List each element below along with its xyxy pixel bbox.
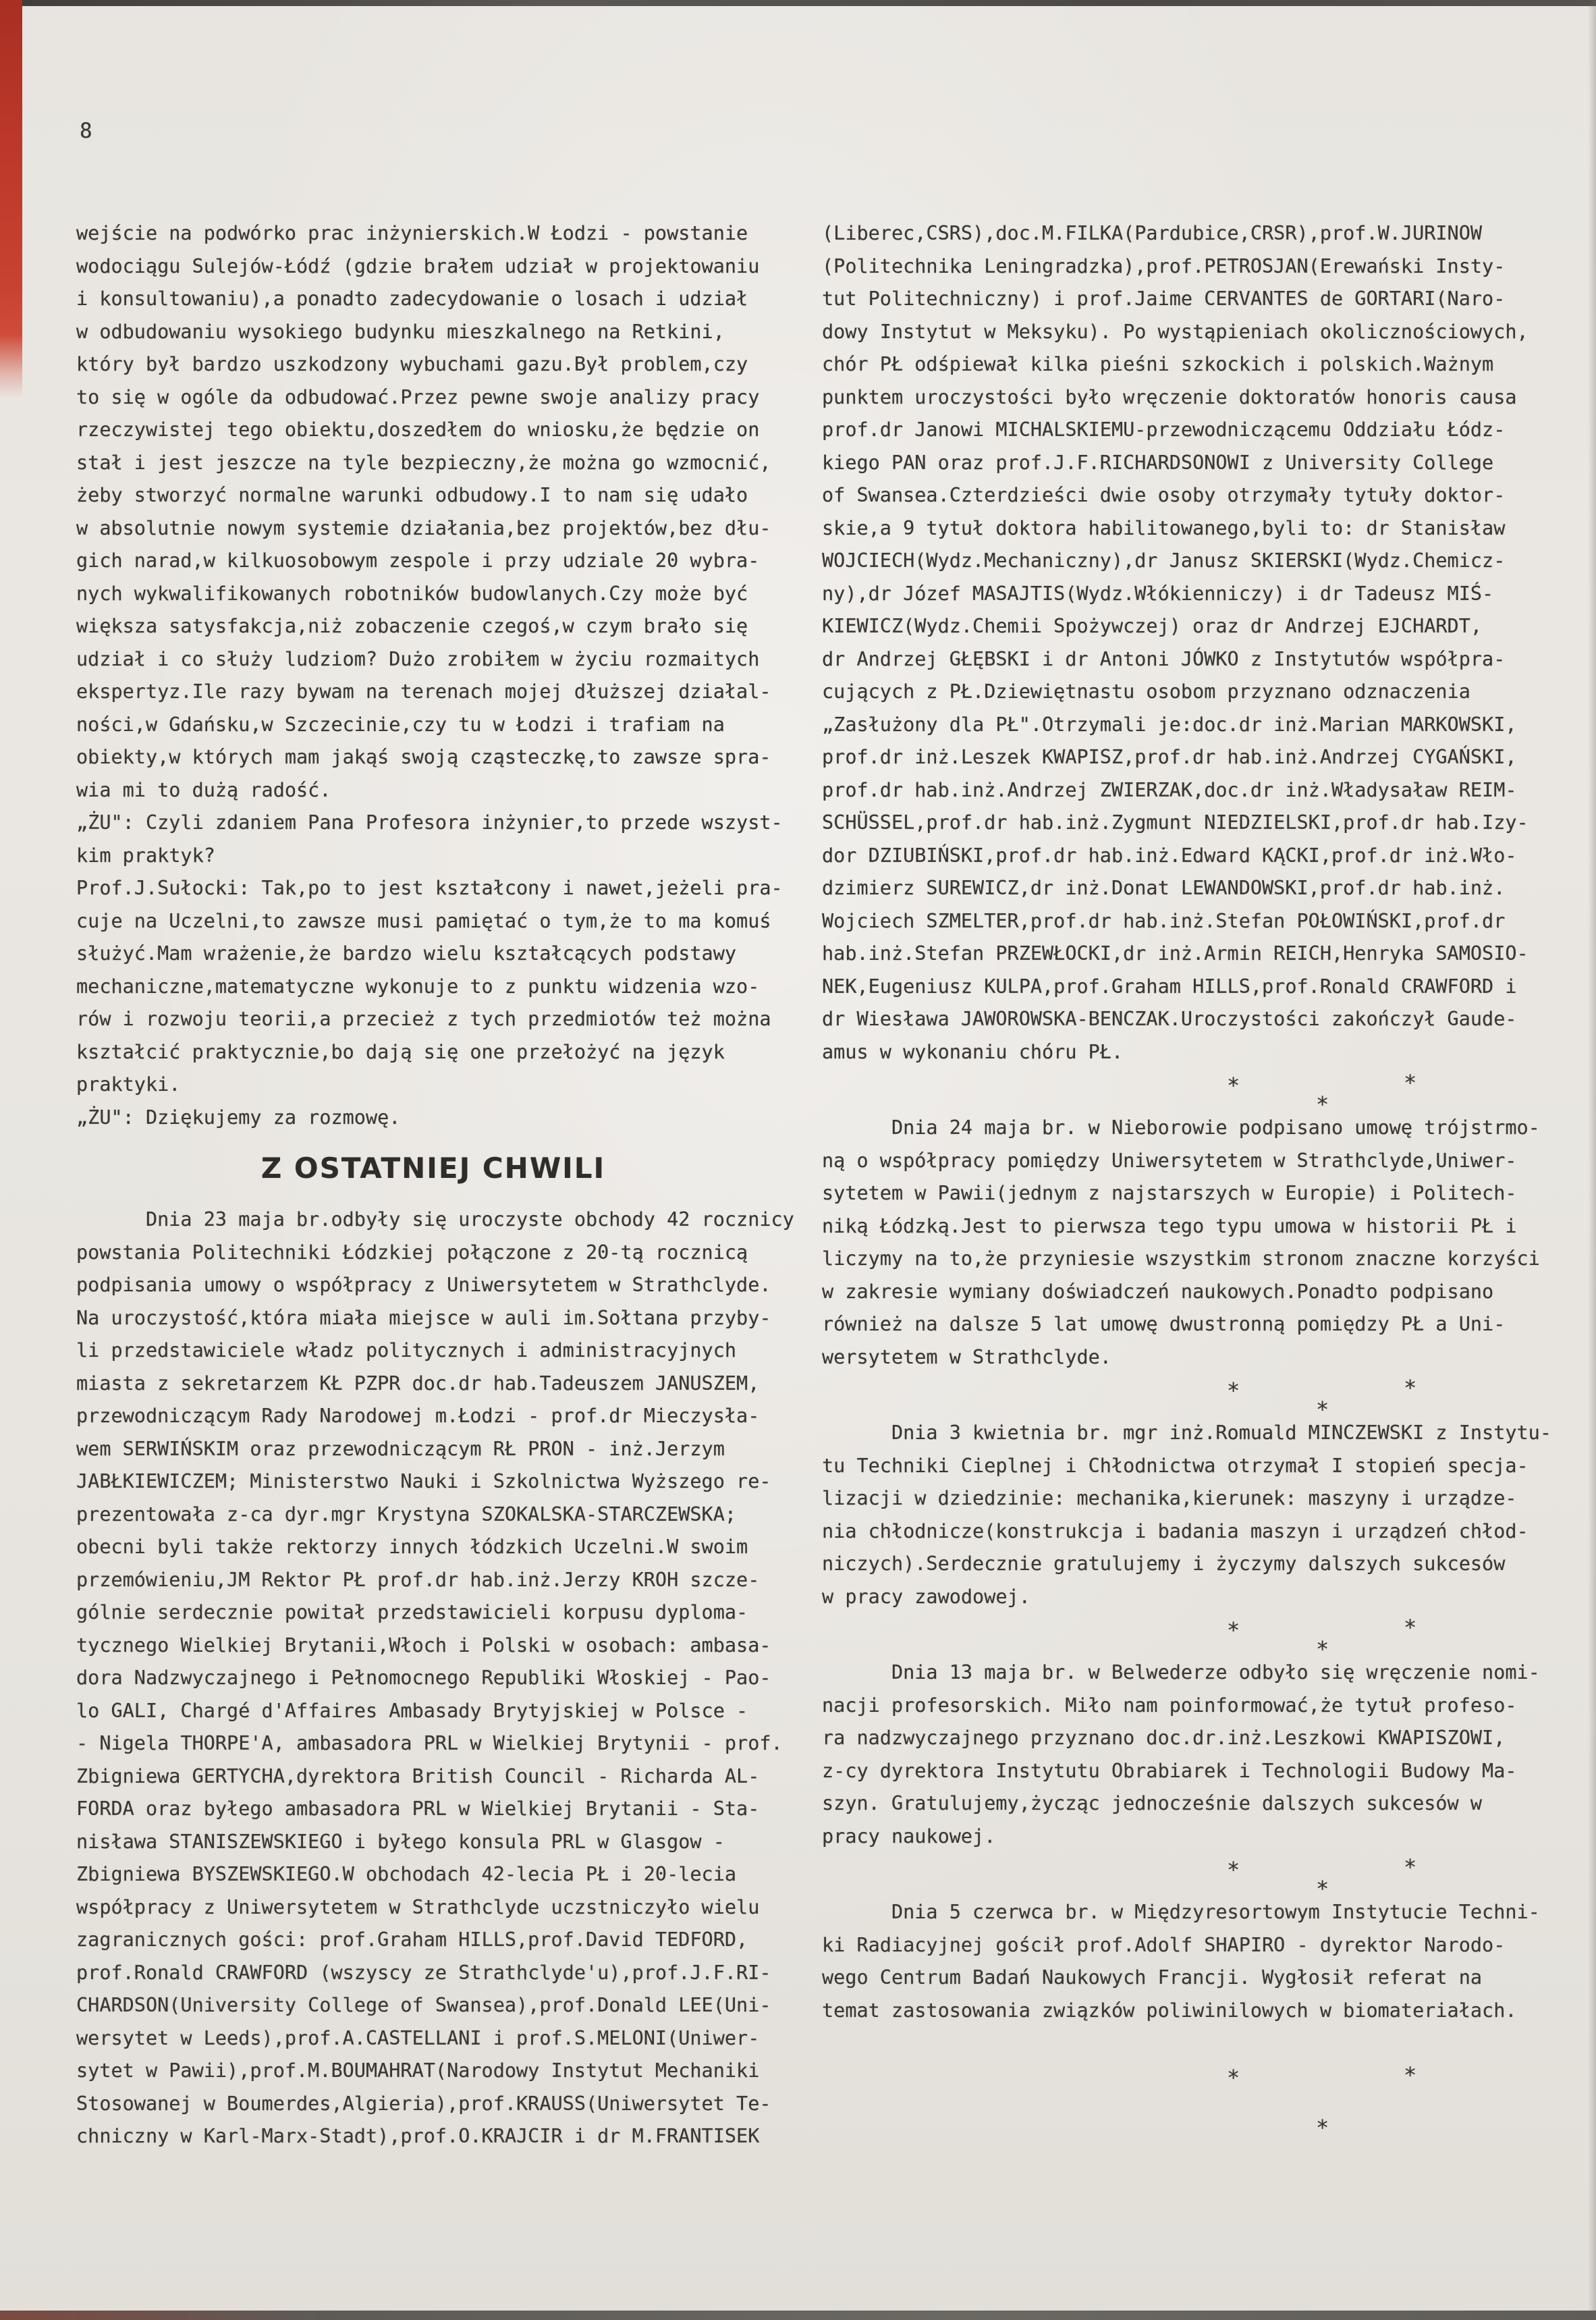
text-line: sytet w Pawii),prof.M.BOUMAHRAT(Narodowy Instytut Mechaniki xyxy=(76,2059,760,2082)
text-line: ki Radiacyjnej gościł prof.Adolf SHAPIRO - dyrektor Narodo- xyxy=(822,1933,1506,1956)
scan-red-strip xyxy=(0,0,22,398)
text-line: Dnia 5 czerwca br. w Międzyresortowym Instytucie Techni- xyxy=(822,1901,1540,1923)
text-line: hab.inż.Stefan PRZEWŁOCKI,dr inż.Armin REICH,Henryka SAMOSIO- xyxy=(822,942,1529,965)
text-line: Stosowanej w Boumerdes,Algieria),prof.KRAUSS(Uniwersytet Te- xyxy=(76,2092,771,2115)
text-line: dowy Instytut w Meksyku). Po wystąpieniach okolicznościowych, xyxy=(822,320,1529,343)
text-line: ekspertyz.Ile razy bywam na terenach mojej dłuższej działal- xyxy=(76,680,771,703)
text-line: obiekty,w których mam jakąś swoją cząsteczkę,to zawsze spra- xyxy=(76,746,771,768)
asterisk-icon: * xyxy=(1227,1857,1240,1883)
text-line: praktyki. xyxy=(76,1073,181,1096)
text-line: rzeczywistej tego obiektu,doszedłem do wniosku,że będzie on xyxy=(76,419,760,441)
text-line: „Zasłużony dla PŁ".Otrzymali je:doc.dr inż.Marian MARKOWSKI, xyxy=(822,713,1517,736)
text-line: podpisania umowy o współpracy z Uniwersytetem w Strathclyde. xyxy=(76,1274,771,1296)
scan-bottom-edge xyxy=(0,2311,1596,2320)
text-line: w zakresie wymiany doświadczeń naukowych.Ponadto podpisano xyxy=(822,1280,1494,1303)
text-line: niczych).Serdecznie gratulujemy i życzymy dalszych sukcesów xyxy=(822,1553,1506,1575)
text-line: pracy naukowej. xyxy=(822,1825,996,1847)
scan-top-edge xyxy=(0,0,1596,6)
text-line: dora Nadzwyczajnego i Pełnomocnego Republiki Włoskiej - Pao- xyxy=(76,1667,771,1689)
text-line: dr Wiesława JAWOROWSKA-BENCZAK.Uroczystości zakończył Gaude- xyxy=(822,1008,1517,1030)
asterisk-icon: * xyxy=(1404,1375,1417,1401)
text-line: cuje na Uczelni,to zawsze musi pamiętać o tym,że to ma komuś xyxy=(76,909,771,932)
text-line: chór PŁ odśpiewał kilka pieśni szkockich i polskich.Ważnym xyxy=(822,353,1494,375)
text-line: dzimierz SUREWICZ,dr inż.Donat LEWANDOWSKI,prof.dr hab.inż. xyxy=(822,877,1506,899)
asterisk-icon: * xyxy=(1404,1854,1417,1880)
text-line: kiego PAN oraz prof.J.F.RICHARDSONOWI z University College xyxy=(822,451,1494,474)
text-line: stał i jest jeszcze na tyle bezpieczny,że można go wzmocnić, xyxy=(76,451,771,474)
text-line: gich narad,w kilkuosobowym zespole i przy udziale 20 wybra- xyxy=(76,549,760,572)
asterisk-icon: * xyxy=(1227,2065,1240,2090)
text-line: wersytetem w Strathclyde. xyxy=(822,1345,1111,1368)
text-line: of Swansea.Czterdzieści dwie osoby otrzymały tytuły doktor- xyxy=(822,484,1506,506)
text-line: w pracy zawodowej. xyxy=(822,1585,1030,1608)
news-block-5 xyxy=(822,1896,1591,2027)
text-line: wersytet w Leeds),prof.A.CASTELLANI i prof.S.MELONI(Uniwer- xyxy=(76,2026,760,2049)
asterisk-separator xyxy=(822,1375,1591,1422)
text-line: Dnia 13 maja br. w Belwederze odbyło się wręczenie nomi- xyxy=(822,1661,1540,1683)
text-line: mechaniczne,matematyczne wykonuje to z punktu widzenia wzo- xyxy=(76,975,760,998)
text-line: - Nigela THORPE'A, ambasadora PRL w Wielkiej Brytynii - prof. xyxy=(76,1732,783,1754)
text-line: li przedstawiciele władz politycznych i administracyjnych xyxy=(76,1339,737,1361)
text-line: wego Centrum Badań Naukowych Francji. Wygłosił referat na xyxy=(822,1966,1483,1989)
text-line: tu Techniki Cieplnej i Chłodnictwa otrzymał I stopień specja- xyxy=(822,1454,1529,1477)
text-line: ną o współpracy pomiędzy Uniwersytetem w Strathclyde,Uniwer- xyxy=(822,1149,1517,1172)
text-line: nych wykwalifikowanych robotników budowlanych.Czy może być xyxy=(76,582,748,605)
page-number: 8 xyxy=(80,119,92,143)
text-line: kim praktyk? xyxy=(76,844,215,867)
asterisk-icon: * xyxy=(1227,1073,1240,1098)
text-line: liczymy na to,że przyniesie wszystkim stronom znaczne korzyści xyxy=(822,1247,1540,1270)
asterisk-icon: * xyxy=(1316,1876,1329,1901)
text-line: „ŻU": Dziękujemy za rozmowę. xyxy=(76,1106,401,1129)
text-line: prezentowała z-ca dyr.mgr Krystyna SZOKALSKA-STARCZEWSKA; xyxy=(76,1503,737,1526)
text-line: wejście na podwórko prac inżynierskich.W Łodzi - powstanie xyxy=(76,222,748,244)
text-line: JABŁKIEWICZEM; Ministerstwo Nauki i Szkolnictwa Wyższego re- xyxy=(76,1470,771,1492)
text-line: przemówieniu,JM Rektor PŁ prof.dr hab.inż.Jerzy KROH szcze- xyxy=(76,1568,760,1591)
text-line: punktem uroczystości było wręczenie doktoratów honoris causa xyxy=(822,385,1517,408)
text-line: współpracy z Uniwersytetem w Strathclyde uczstniczyło wielu xyxy=(76,1895,760,1918)
text-line: szyn. Gratulujemy,życząc jednocześnie dalszych sukcesów w xyxy=(822,1792,1483,1814)
text-line: Dnia 24 maja br. w Nieborowie podpisano umowę trójstrmo- xyxy=(822,1116,1540,1139)
left-column xyxy=(76,217,794,2153)
asterisk-icon: * xyxy=(1404,2062,1417,2088)
text-line: Na uroczystość,która miała miejsce w auli im.Sołtana przyby- xyxy=(76,1306,771,1329)
text-line: przewodniczącym Rady Narodowej m.Łodzi - prof.dr Mieczysła- xyxy=(76,1405,760,1427)
text-line: Prof.J.Sułocki: Tak,po to jest kształcony i nawet,jeżeli pra- xyxy=(76,877,783,899)
text-line: (Liberec,CSRS),doc.M.FILKA(Pardubice,CRSR),prof.W.JURINOW xyxy=(822,222,1483,244)
text-line: prof.Ronald CRAWFORD (wszyscy ze Strathclyde'u),prof.J.F.RI- xyxy=(76,1961,771,1984)
text-line: obecni byli także rektorzy innych łódzkich Uczelni.W swoim xyxy=(76,1536,748,1558)
text-line: dr Andrzej GŁĘBSKI i dr Antoni JÓWKO z Instytutów współpra- xyxy=(822,647,1506,670)
text-line: temat zastosowania związków poliwinilowych w biomateriałach. xyxy=(822,1999,1517,2022)
text-line: niką Łódzką.Jest to pierwsza tego typu umowa w historii PŁ i xyxy=(822,1214,1517,1237)
text-line: z-cy dyrektora Instytutu Obrabiarek i Technologii Budowy Ma- xyxy=(822,1759,1517,1782)
text-line: ra nadzwyczajnego przyznano doc.dr.inż.Leszkowi KWAPISZOWI, xyxy=(822,1727,1506,1749)
text-line: NEK,Eugeniusz KULPA,prof.Graham HILLS,prof.Ronald CRAWFORD i xyxy=(822,975,1517,998)
asterisk-separator xyxy=(822,1615,1591,1662)
text-line: SCHÜSSEL,prof.dr hab.inż.Zygmunt NIEDZIELSKI,prof.dr hab.Izy- xyxy=(822,811,1529,834)
text-line: Dnia 23 maja br.odbyły się uroczyste obchody 42 rocznicy xyxy=(76,1208,794,1231)
asterisk-separator xyxy=(822,1854,1591,1901)
text-line: WOJCIECH(Wydz.Mechaniczny),dr Janusz SKIERSKI(Wydz.Chemicz- xyxy=(822,549,1506,572)
text-line: większa satysfakcja,niż zobaczenie czegoś,w czym brało się xyxy=(76,615,748,637)
text-line: i konsultowaniu),a ponadto zadecydowanie o losach i udział xyxy=(76,288,748,310)
news-block-4 xyxy=(822,1656,1591,1853)
text-line: tycznego Wielkiej Brytanii,Włoch i Polski w osobach: ambasa- xyxy=(76,1634,771,1656)
asterisk-icon: * xyxy=(1404,1070,1417,1096)
text-line: prof.dr hab.inż.Andrzej ZWIERZAK,doc.dr inż.Władysaław REIM- xyxy=(822,778,1517,801)
text-line: CHARDSON(University College of Swansea),prof.Donald LEE(Uni- xyxy=(76,1994,771,2016)
text-line: amus w wykonaniu chóru PŁ. xyxy=(822,1040,1124,1063)
asterisk-separator xyxy=(822,1070,1591,1117)
text-line: chniczny w Karl-Marx-Stadt),prof.O.KRAJCIR i dr M.FRANTISEK xyxy=(76,2125,760,2147)
asterisk-icon: * xyxy=(1316,1636,1329,1662)
interview-text-block xyxy=(76,217,790,1134)
text-line: sytetem w Pawii(jednym z najstarszych w Europie) i Politech- xyxy=(822,1182,1517,1204)
text-line: ności,w Gdańsku,w Szczecinie,czy tu w Łodzi i trafiam na xyxy=(76,713,725,736)
text-line: kształcić praktycznie,bo dają się one przełożyć na język xyxy=(76,1040,725,1063)
asterisk-icon: * xyxy=(1316,1397,1329,1422)
asterisk-icon: * xyxy=(1316,2115,1329,2140)
text-line: lizacji w dziedzinie: mechanika,kierunek: maszyny i urządze- xyxy=(822,1487,1517,1509)
text-line: (Politechnika Leningradzka),prof.PETROSJAN(Erewański Insty- xyxy=(822,254,1506,277)
news-text-block xyxy=(76,1204,794,2153)
text-line: powstania Politechniki Łódzkiej połączone z 20-tą rocznicą xyxy=(76,1241,748,1264)
text-line: zagranicznych gości: prof.Graham HILLS,prof.David TEDFORD, xyxy=(76,1928,748,1951)
asterisk-separator xyxy=(822,2062,1591,2153)
news-block-3 xyxy=(822,1417,1591,1613)
text-line: prof.dr Janowi MICHALSKIEMU-przewodniczącemu Oddziału Łódz- xyxy=(822,419,1506,441)
text-line: wia mi to dużą radość. xyxy=(76,778,331,801)
text-line: wem SERWIŃSKIM oraz przewodniczącym RŁ PRON - inż.Jerzym xyxy=(76,1437,725,1460)
text-line: cujących z PŁ.Dziewiętnastu osobom przyznano odznaczenia xyxy=(822,680,1470,703)
text-line: w odbudowaniu wysokiego budynku mieszkalnego na Retkini, xyxy=(76,320,725,343)
text-line: ny),dr Józef MASAJTIS(Wydz.Włókienniczy) i dr Tadeusz MIŚ- xyxy=(822,582,1494,605)
text-line: Dnia 3 kwietnia br. mgr inż.Romuald MINCZEWSKI z Instytu- xyxy=(822,1422,1551,1444)
text-line: wodociągu Sulejów-Łódź (gdzie brałem udział w projektowaniu xyxy=(76,254,760,277)
text-line: dor DZIUBIŃSKI,prof.dr hab.inż.Edward KĄCKI,prof.dr inż.Wło- xyxy=(822,844,1517,867)
text-line: udział i co służy ludziom? Dużo zrobiłem w życiu rozmaitych xyxy=(76,647,760,670)
text-line: Wojciech SZMELTER,prof.dr hab.inż.Stefan POŁOWIŃSKI,prof.dr xyxy=(822,909,1506,932)
text-line: służyć.Mam wrażenie,że bardzo wielu kształcących podstawy xyxy=(76,942,737,965)
text-line: nia chłodnicze(konstrukcja i badania maszyn i urządzeń chłod- xyxy=(822,1519,1529,1542)
text-line: to się w ogóle da odbudować.Przez pewne swoje analizy pracy xyxy=(76,385,760,408)
text-line: Zbigniewa GERTYCHA,dyrektora British Council - Richarda AL- xyxy=(76,1764,760,1787)
asterisk-icon: * xyxy=(1404,1615,1417,1640)
text-line: nisława STANISZEWSKIEGO i byłego konsula PRL w Glasgow - xyxy=(76,1830,725,1853)
text-line: prof.dr inż.Leszek KWAPISZ,prof.dr hab.inż.Andrzej CYGAŃSKI, xyxy=(822,746,1517,768)
text-line: tut Politechniczny) i prof.Jaime CERVANTES de GORTARI(Naro- xyxy=(822,288,1506,310)
text-line: w absolutnie nowym systemie działania,bez projektów,bez dłu- xyxy=(76,516,771,539)
text-line: gólnie serdecznie powitał przedstawicieli korpusu dyploma- xyxy=(76,1601,748,1623)
text-line: miasta z sekretarzem KŁ PZPR doc.dr hab.Tadeuszem JANUSZEM, xyxy=(76,1372,760,1395)
text-line: żeby stworzyć normalne warunki odbudowy.I to nam się udało xyxy=(76,484,748,506)
news-block-1 xyxy=(822,217,1591,1069)
asterisk-icon: * xyxy=(1227,1617,1240,1643)
text-line: Zbigniewa BYSZEWSKIEGO.W obchodach 42-lecia PŁ i 20-lecia xyxy=(76,1863,737,1885)
asterisk-icon: * xyxy=(1227,1378,1240,1403)
text-line: rów i rozwoju teorii,a przecież z tych przedmiotów też można xyxy=(76,1008,771,1030)
text-line: również na dalsze 5 lat umowę dwustronną pomiędzy PŁ a Uni- xyxy=(822,1313,1506,1335)
text-line: FORDA oraz byłego ambasadora PRL w Wielkiej Brytanii - Sta- xyxy=(76,1798,760,1820)
text-line: który był bardzo uszkodzony wybuchami gazu.Był problem,czy xyxy=(76,353,748,375)
asterisk-icon: * xyxy=(1316,1091,1329,1117)
text-line: lo GALI, Chargé d'Affaires Ambasady Brytyjskiej w Polsce - xyxy=(76,1699,748,1722)
text-line: KIEWICZ(Wydz.Chemii Spożywczej) oraz dr Andrzej EJCHARDT, xyxy=(822,615,1483,637)
news-block-2 xyxy=(822,1112,1591,1374)
text-line: „ŻU": Czyli zdaniem Pana Profesora inżynier,to przede wszyst- xyxy=(76,811,783,834)
text-line: nacji profesorskich. Miło nam poinformować,że tytuł profeso- xyxy=(822,1694,1517,1717)
right-column xyxy=(822,217,1591,2153)
text-line: skie,a 9 tytuł doktora habilitowanego,byli to: dr Stanisław xyxy=(822,516,1506,539)
section-heading: Z OSTATNIEJ CHWILI xyxy=(260,1152,606,1185)
